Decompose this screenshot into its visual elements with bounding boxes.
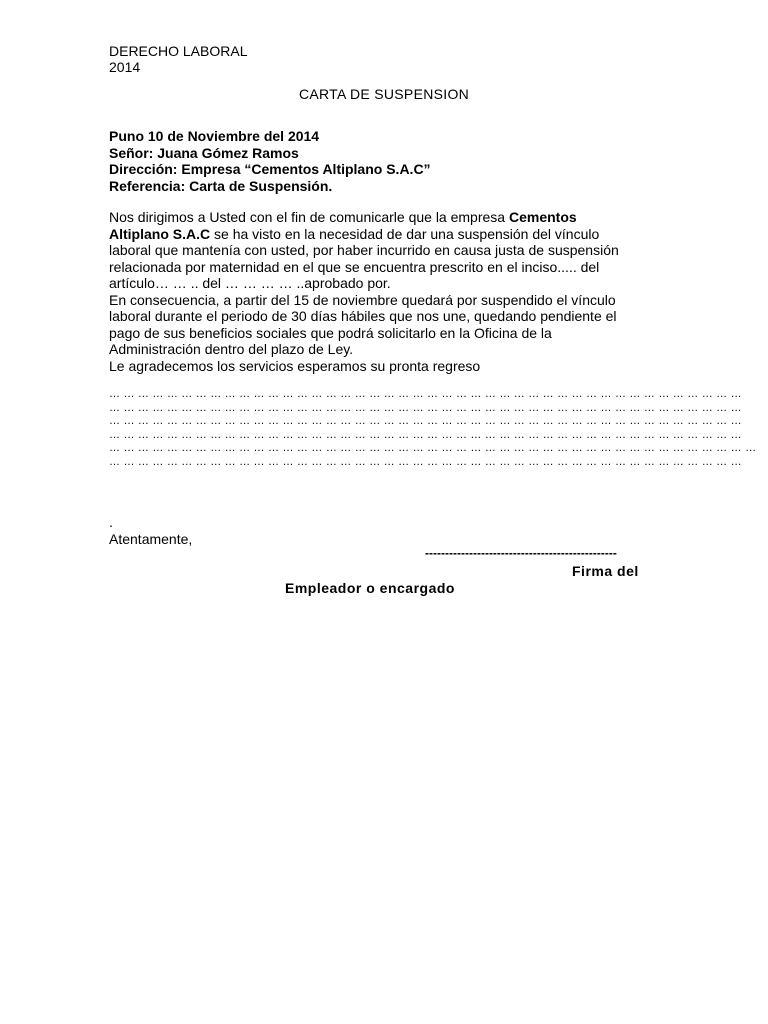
body-line: pago de sus beneficios sociales que podrá solicitarlo en la Oficina de la — [109, 324, 552, 341]
company-name: Altiplano S.A.C — [109, 225, 211, 242]
header-subject: DERECHO LABORAL — [109, 43, 248, 59]
document-title: CARTA DE SUSPENSION — [298, 86, 470, 102]
letter-body — [109, 209, 654, 374]
body-text-span: Nos dirigimos a Usted con el fin de comunicarle que la empresa — [109, 209, 509, 225]
body-line: relacionada por maternidad en el que se encuentra prescrito en el inciso..... del — [109, 258, 600, 275]
dotted-line: … … … … … … … … … … … … … … … … … … … … … … … … … … … … … … … … … … … … … … … … … … … … — [109, 455, 742, 468]
signature-line: ------------------------------------------------ — [425, 546, 617, 560]
stray-period: . — [109, 514, 113, 530]
dotted-line: … … … … … … … … … … … … … … … … … … … … … … … … … … … … … … … … … … … … … … … … … … … … — [109, 388, 742, 400]
body-text-span: se ha visto en la necesidad de dar una suspensión del vínculo — [210, 225, 600, 242]
body-line: Administración dentro del plazo de Ley. — [109, 341, 354, 357]
body-line: laboral durante el periodo de 30 días hábiles que nos une, quedando pendiente el — [109, 308, 617, 324]
body-line — [109, 226, 654, 243]
letter-address: Dirección: Empresa “Cementos Altiplano S.A.C” — [109, 161, 431, 177]
letter-recipient: Señor: Juana Gómez Ramos — [109, 145, 299, 161]
letter-reference: Referencia: Carta de Suspensión. — [109, 178, 333, 194]
body-line: Le agradecemos los servicios esperamos su pronta regreso — [109, 357, 481, 374]
dotted-line: … … … … … … … … … … … … … … … … … … … … … … … … … … … … … … … … … … … … … … … … … … … … — [109, 415, 742, 427]
body-line: laboral que mantenía con usted, por haber incurrido en causa justa de suspensión — [109, 242, 619, 258]
dotted-line: … … … … … … … … … … … … … … … … … … … … … … … … … … … … … … … … … … … … … … … … … … … … — [109, 428, 742, 441]
body-line — [109, 209, 654, 226]
signature-label: Firma del — [572, 563, 639, 579]
signer-role: Empleador o encargado — [285, 580, 455, 596]
dotted-lines — [109, 388, 756, 469]
dotted-line: … … … … … … … … … … … … … … … … … … … … … … … … … … … … … … … … … … … … … … … … … … … … … — [109, 442, 757, 454]
letter-date: Puno 10 de Noviembre del 2014 — [109, 128, 320, 144]
dotted-line: … … … … … … … … … … … … … … … … … … … … … … … … … … … … … … … … … … … … … … … … … … … … — [109, 401, 742, 414]
body-line: En consecuencia, a partir del 15 de noviembre quedará por suspendido el vínculo — [109, 291, 616, 308]
company-name: Cementos — [508, 209, 577, 225]
closing-salutation: Atentamente, — [109, 531, 193, 547]
header-year: 2014 — [109, 59, 141, 75]
body-line: artículo… … .. del … … … … ..aprobado por. — [109, 275, 391, 291]
